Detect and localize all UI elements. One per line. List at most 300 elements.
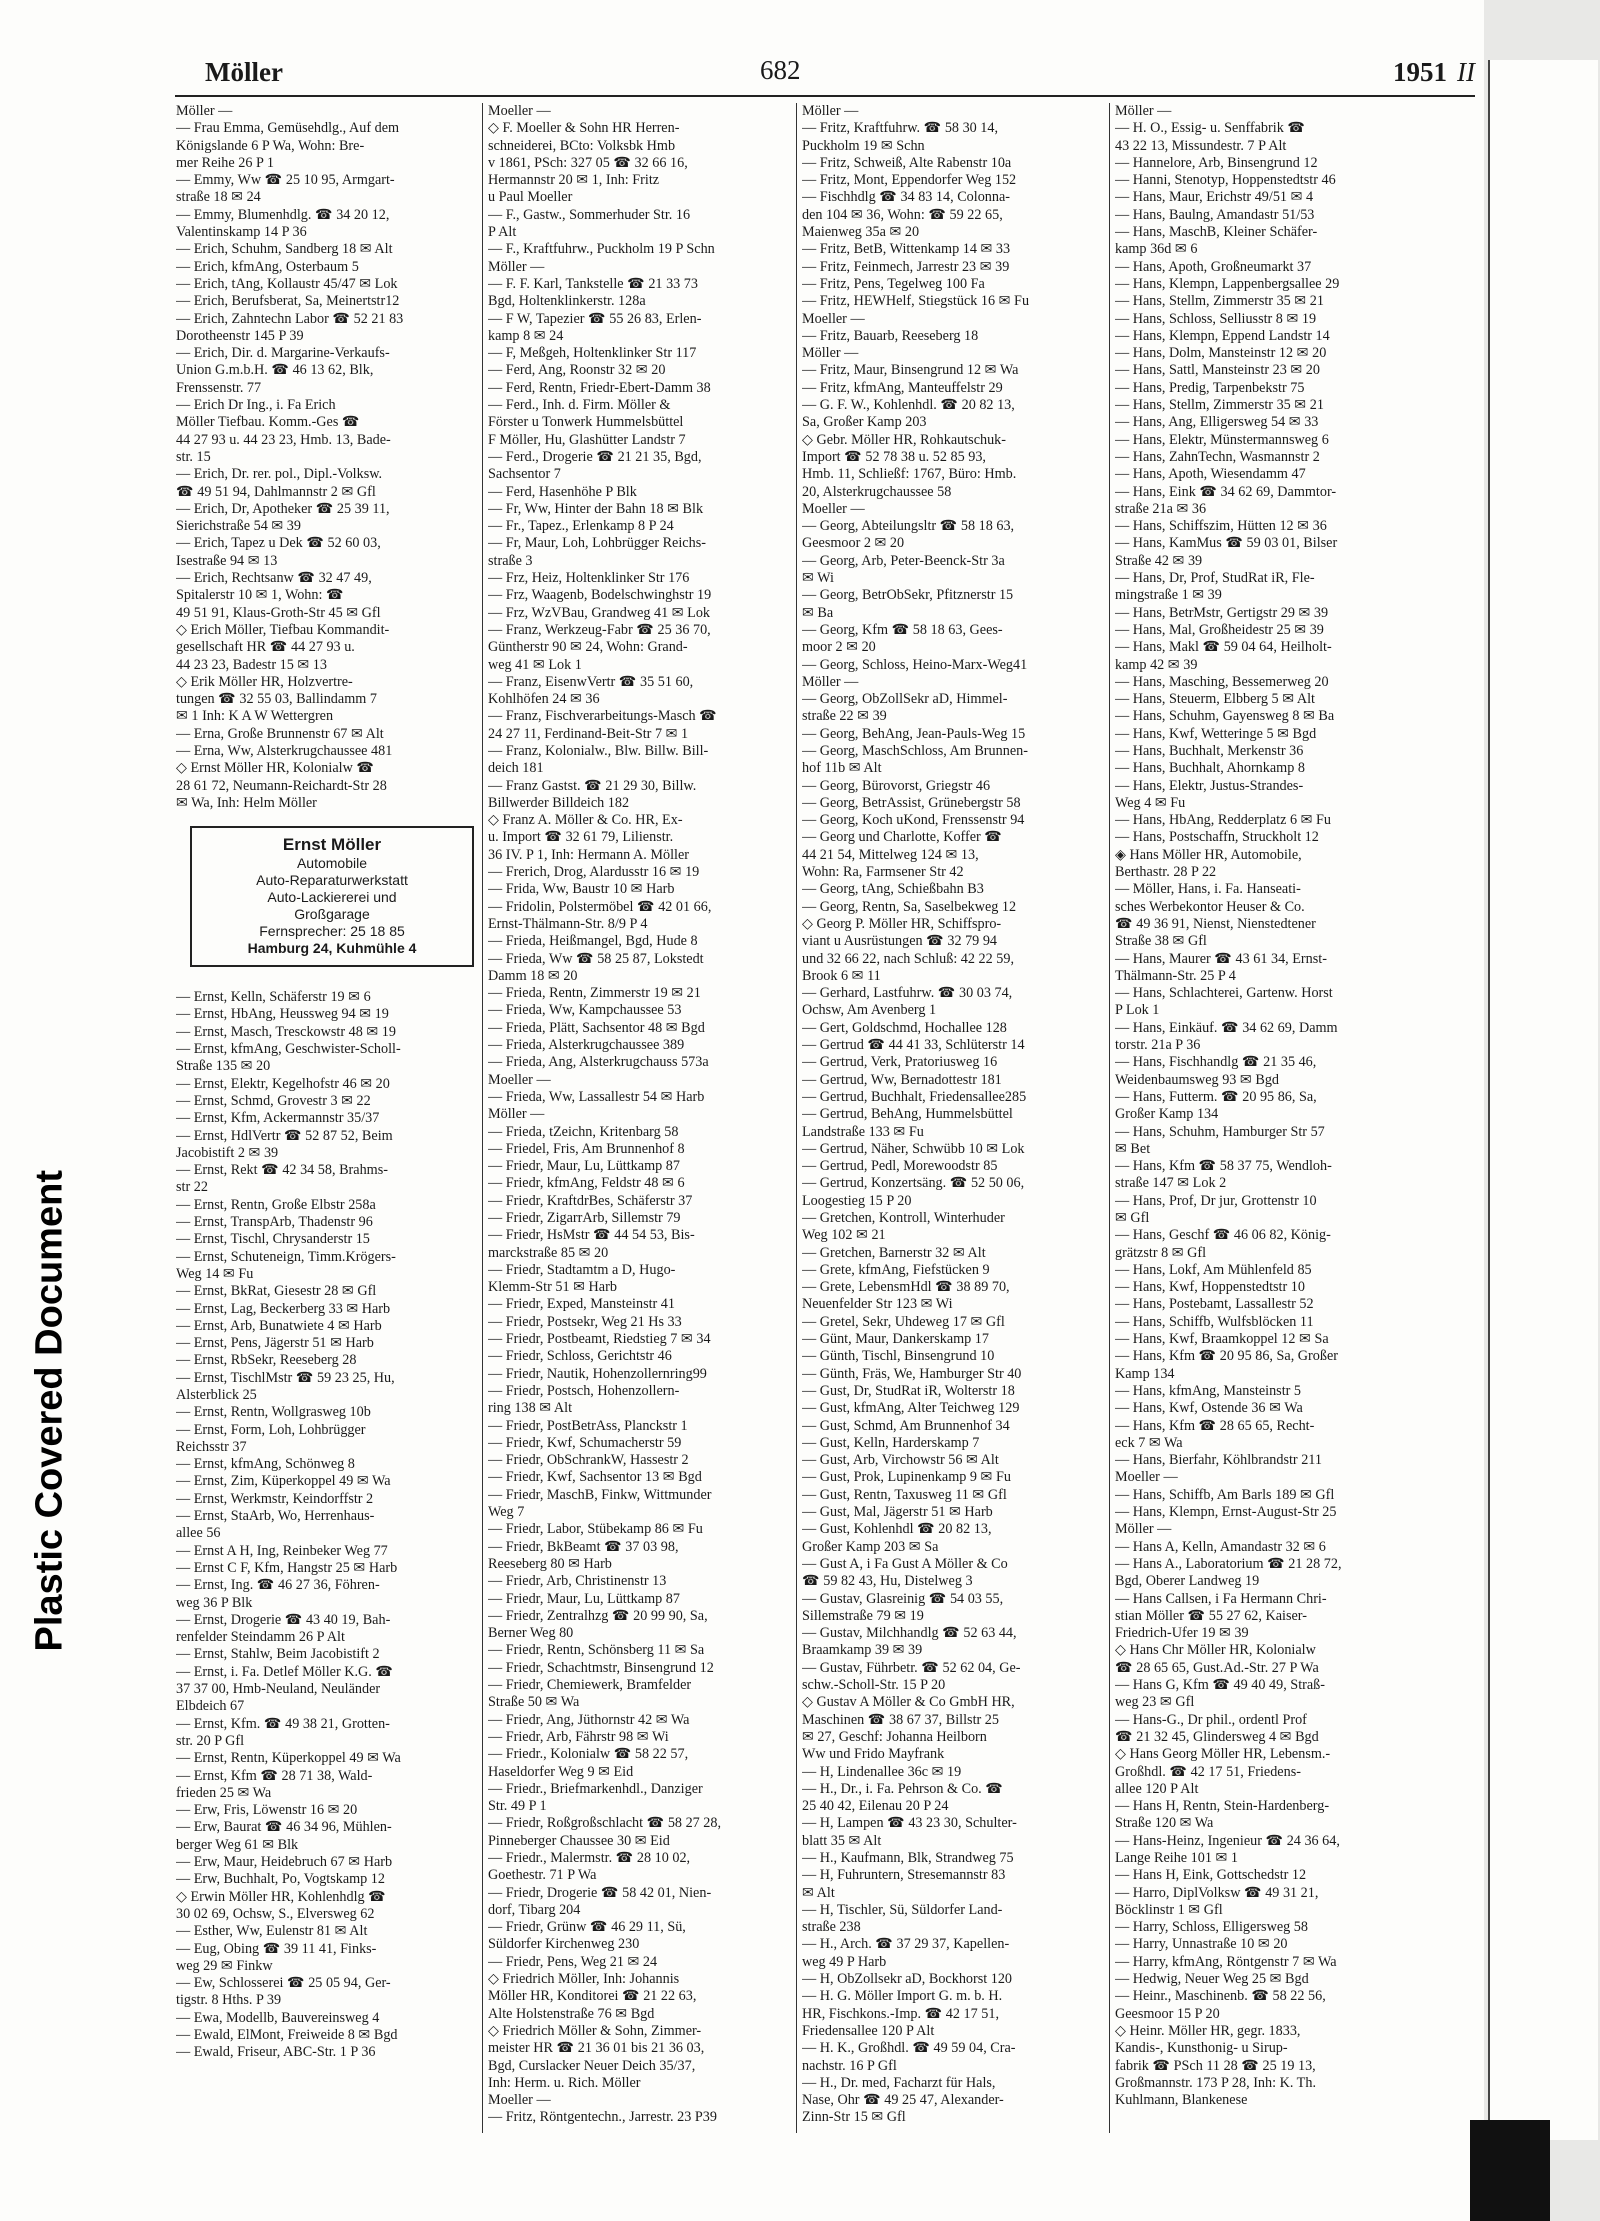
directory-entry-line: Reichsstr 37 — [176, 1438, 247, 1455]
directory-entry-line: — Friedr, kfmAng, Feldstr 48 ✉ 6 — [488, 1175, 685, 1192]
directory-entry-line: Pinneberger Chaussee 30 ✉ Eid — [488, 1832, 670, 1849]
directory-entry-line: — Ferd., Drogerie ☎ 21 21 35, Bgd, — [488, 448, 702, 465]
directory-entry-line: — Hans, Mal, Großheidestr 25 ✉ 39 — [1115, 621, 1324, 638]
directory-entry-line: — Georg, MaschSchloss, Am Brunnen- — [802, 742, 1028, 759]
directory-entry-line: — Hans, Elektr, Münstermannsweg 6 — [1115, 431, 1329, 448]
directory-entry-line: — Eug, Obing ☎ 39 11 41, Finks- — [176, 1940, 377, 1957]
directory-entry-line: — Erna, Ww, Alsterkrugchaussee 481 — [176, 742, 393, 759]
directory-entry-line: — Ernst, i. Fa. Detlef Möller K.G. ☎ — [176, 1663, 394, 1680]
directory-entry-line: Wohn: Ra, Farmsener Str 42 — [802, 864, 964, 881]
directory-entry-line: — Harro, DiplVolksw ☎ 49 31 21, — [1115, 1884, 1319, 1901]
directory-entry-line: ◇ Gustav A Möller & Co GmbH HR, — [802, 1694, 1015, 1711]
directory-entry-line: — Ernst, Masch, Tresckowstr 48 ✉ 19 — [176, 1023, 396, 1040]
directory-entry-line: Inh: Herm. u. Rich. Möller — [488, 2074, 641, 2091]
directory-entry-line: Sierichstraße 54 ✉ 39 — [176, 518, 301, 535]
directory-entry-line: ◇ Erich Möller, Tiefbau Kommandit- — [176, 621, 390, 638]
directory-entry-line: mer Reihe 26 P 1 — [176, 154, 274, 171]
directory-entry-line: — Gustav, Milchhandlg ☎ 52 63 44, — [802, 1625, 1017, 1642]
directory-entry-line: — Friedr, Kwf, Schumacherstr 59 — [488, 1434, 682, 1451]
directory-entry-line: ◇ Heinr. Möller HR, gegr. 1833, — [1115, 2022, 1301, 2039]
directory-entry-line: — Ernst C F, Kfm, Hangstr 25 ✉ Harb — [176, 1559, 398, 1576]
directory-entry-line: Böcklinstr 1 ✉ Gfl — [1115, 1901, 1223, 1918]
directory-entry-line: tungen ☎ 32 55 03, Ballindamm 7 — [176, 691, 377, 708]
directory-entry-line: — H. K., Großhdl. ☎ 49 59 04, Cra- — [802, 2040, 1016, 2057]
directory-entry-line: — Friedr., Briefmarkenhdl., Danziger — [488, 1780, 703, 1797]
adjacent-page-edge — [1484, 0, 1600, 2221]
directory-entry-line: — Ernst, TischlMstr ☎ 59 23 25, Hu, — [176, 1369, 395, 1386]
directory-entry-line: meister HR ☎ 21 36 01 bis 21 36 03, — [488, 2040, 705, 2057]
directory-entry-line: — Hans, Kfm ☎ 20 95 86, Sa, Großer — [1115, 1348, 1338, 1365]
directory-entry-line: Güntherstr 90 ✉ 24, Wohn: Grand- — [488, 639, 688, 656]
directory-entry-line: — Hans, Klempn, Eppend Landstr 14 — [1115, 327, 1330, 344]
directory-entry-line: — Gust, Prok, Lupinenkamp 9 ✉ Fu — [802, 1469, 1011, 1486]
directory-entry-line: — Ernst, Werkmstr, Keindorffstr 2 — [176, 1490, 374, 1507]
directory-entry-line: ◇ Ernst Möller HR, Kolonialw ☎ — [176, 760, 375, 777]
directory-entry-line: — Friedr, Postbeamt, Riedstieg 7 ✉ 34 — [488, 1331, 711, 1348]
directory-entry-line: 37 37 00, Hmb-Neuland, Neuländer — [176, 1681, 381, 1698]
directory-entry-line: u. Import ☎ 32 61 79, Lilienstr. — [488, 829, 674, 846]
directory-entry-line: — Hans, Futterm. ☎ 20 95 86, Sa, — [1115, 1088, 1317, 1105]
directory-entry-line: — Ernst, HdlVertr ☎ 52 87 52, Beim — [176, 1127, 393, 1144]
directory-entry-line: — Franz Gastst. ☎ 21 29 30, Billw. — [488, 777, 697, 794]
directory-entry-line: ◈ Hans Möller HR, Automobile, — [1115, 846, 1302, 863]
directory-entry-line: — Friedr, Kwf, Sachsentor 13 ✉ Bgd — [488, 1469, 702, 1486]
directory-entry-line: — Frz, Waagenb, Bodelschwinghstr 19 — [488, 587, 712, 604]
directory-entry-line: kamp 8 ✉ 24 — [488, 327, 564, 344]
directory-entry-line: — Hans, Bierfahr, Köhlbrandstr 211 — [1115, 1452, 1322, 1469]
directory-entry-line: Neuenfelder Str 123 ✉ Wi — [802, 1296, 953, 1313]
directory-entry-line: — Georg, Schloss, Heino-Marx-Weg41 — [802, 656, 1028, 673]
directory-entry-line: Großhdl. ☎ 42 17 51, Friedens- — [1115, 1763, 1301, 1780]
directory-entry-line: Möller — — [1115, 1521, 1172, 1538]
directory-entry-line: Goethestr. 71 P Wa — [488, 1867, 597, 1884]
directory-entry-line: 43 22 13, Missundestr. 7 P Alt — [1115, 137, 1287, 154]
directory-entry-line: — Ernst, Kelln, Schäferstr 19 ✉ 6 — [176, 989, 371, 1006]
directory-entry-line: — Friedr, Exped, Mansteinstr 41 — [488, 1296, 675, 1313]
directory-entry-line: — Georg, BehAng, Jean-Pauls-Weg 15 — [802, 725, 1026, 742]
directory-entry-line: Kohlhöfen 24 ✉ 36 — [488, 691, 600, 708]
directory-entry-line: — Gert, Goldschmd, Hochallee 128 — [802, 1019, 1007, 1036]
directory-entry-line: — Ernst, Form, Loh, Lohbrügger — [176, 1421, 366, 1438]
directory-entry-line: — Hans, kfmAng, Mansteinstr 5 — [1115, 1382, 1301, 1399]
directory-entry-line: — Frieda, Plätt, Sachsentor 48 ✉ Bgd — [488, 1019, 705, 1036]
directory-entry-line: Bgd, Holtenklinkerstr. 128a — [488, 293, 646, 310]
directory-entry-line: — Ewald, Friseur, ABC-Str. 1 P 36 — [176, 2044, 376, 2061]
directory-entry-line: — Ernst, StaArb, Wo, Herrenhaus- — [176, 1508, 375, 1525]
directory-entry-line: deich 181 — [488, 760, 544, 777]
directory-entry-line: — Friedr, Schachtmstr, Binsengrund 12 — [488, 1659, 714, 1676]
directory-entry-line: — Hans, KamMus ☎ 59 03 01, Bilser — [1115, 535, 1338, 552]
directory-entry-line: — Ernst, Ing. ☎ 46 27 36, Föhren- — [176, 1577, 380, 1594]
directory-entry-line: — Ferd, Rentn, Friedr-Ebert-Damm 38 — [488, 379, 711, 396]
directory-entry-line: Loogestieg 15 P 20 — [802, 1192, 912, 1209]
directory-entry-line: — Fridolin, Polstermöbel ☎ 42 01 66, — [488, 898, 712, 915]
directory-entry-line: — Günth, Fräs, We, Hamburger Str 40 — [802, 1365, 1022, 1382]
directory-entry-line: Förster u Tonwerk Hummelsbüttel — [488, 414, 684, 431]
directory-entry-line: Großer Kamp 134 — [1115, 1106, 1219, 1123]
directory-entry-line: Straße 50 ✉ Wa — [488, 1694, 580, 1711]
directory-entry-line: straße 22 ✉ 39 — [802, 708, 887, 725]
directory-entry-line: — Ernst, Kfm. ☎ 49 38 21, Grotten- — [176, 1715, 390, 1732]
directory-entry-line: — Frida, Ww, Baustr 10 ✉ Harb — [488, 881, 675, 898]
directory-entry-line: — Friedr, Nautik, Hohenzollernring99 — [488, 1365, 707, 1382]
directory-entry-line: — Gust, kfmAng, Alter Teichweg 129 — [802, 1400, 1020, 1417]
directory-entry-line: Lange Reihe 101 ✉ 1 — [1115, 1849, 1238, 1866]
directory-entry-line: — Georg, Bürovorst, Griegstr 46 — [802, 777, 991, 794]
directory-entry-line: — Frieda, Ww, Kampchaussee 53 — [488, 1002, 682, 1019]
directory-entry-line: Brook 6 ✉ 11 — [802, 967, 881, 984]
directory-entry-line: — Ernst A H, Ing, Reinbeker Weg 77 — [176, 1542, 388, 1559]
directory-entry-line: F Möller, Hu, Glashütter Landstr 7 — [488, 431, 686, 448]
directory-entry-line: — Frieda, Ww ☎ 58 25 87, Lokstedt — [488, 950, 704, 967]
directory-entry-line: Reeseberg 80 ✉ Harb — [488, 1555, 612, 1572]
part-label: II — [1457, 57, 1475, 87]
directory-entry-line: — Fritz, Pens, Tegelweg 100 Fa — [802, 275, 985, 292]
directory-entry-line: straße 3 — [488, 552, 533, 569]
directory-entry-line: weg 29 ✉ Finkw — [176, 1957, 273, 1974]
directory-entry-line: — Erich, tAng, Kollaustr 45/47 ✉ Lok — [176, 275, 398, 292]
directory-entry-line: — Friedr, Arb, Christinenstr 13 — [488, 1573, 667, 1590]
directory-entry-line: — Hans, Dolm, Mansteinstr 12 ✉ 20 — [1115, 345, 1327, 362]
directory-entry-line: — Ferd., Inh. d. Firm. Möller & — [488, 397, 671, 414]
directory-entry-line: — Friedel, Fris, Am Brunnenhof 8 — [488, 1140, 685, 1157]
directory-entry-line: — Fritz, Kraftfuhrw. ☎ 58 30 14, — [802, 120, 999, 137]
directory-entry-line: — Ewa, Modellb, Bauvereinsweg 4 — [176, 2009, 380, 2026]
directory-entry-line: Königslande 6 P Wa, Wohn: Bre- — [176, 137, 365, 154]
directory-entry-line: — Ernst, Rentn, Wollgrasweg 10b — [176, 1404, 371, 1421]
directory-entry-line: 30 02 69, Ochsw, S., Elversweg 62 — [176, 1905, 375, 1922]
directory-entry-line: — Hans H, Rentn, Stein-Hardenberg- — [1115, 1798, 1330, 1815]
directory-entry-line: — Hans A, Kelln, Amandastr 32 ✉ 6 — [1115, 1538, 1326, 1555]
directory-entry-line: — Franz, Werkzeug-Fabr ☎ 25 36 70, — [488, 621, 711, 638]
stamp-text: Plastic Covered Document — [28, 1170, 71, 1652]
directory-entry-line: — Fritz, Schweiß, Alte Rabenstr 10a — [802, 154, 1012, 171]
directory-entry-line: — Friedr, KraftdrBes, Schäferstr 37 — [488, 1192, 693, 1209]
directory-entry-line: — Gretel, Sekr, Uhdeweg 17 ✉ Gfl — [802, 1313, 1005, 1330]
directory-entry-line: — Hans, Kfm ☎ 28 65 65, Recht- — [1115, 1417, 1315, 1434]
directory-entry-line: 24 27 11, Ferdinand-Beit-Str 7 ✉ 1 — [488, 725, 689, 742]
ad-line: Großgarage — [294, 906, 370, 923]
directory-entry-line: Isestraße 94 ✉ 13 — [176, 552, 278, 569]
directory-entry-line: — Gertrud ☎ 44 41 33, Schlüterstr 14 — [802, 1037, 1025, 1054]
directory-entry-line: ☎ 28 65 65, Gust.Ad.-Str. 27 P Wa — [1115, 1659, 1319, 1676]
ad-address: Hamburg 24, Kuhmühle 4 — [247, 940, 417, 957]
directory-entry-line: eck 7 ✉ Wa — [1115, 1434, 1183, 1451]
directory-entry-line: — Franz, Kolonialw., Blw. Billw. Bill- — [488, 742, 709, 759]
directory-entry-line: ✉ Gfl — [1115, 1210, 1150, 1226]
directory-entry-line: — Gust, Dr, StudRat iR, Wolterstr 18 — [802, 1382, 1015, 1399]
directory-entry-line: — Hans, Kwf, Hoppenstedtstr 10 — [1115, 1279, 1305, 1296]
directory-entry-line: — Erich, Tapez u Dek ☎ 52 60 03, — [176, 535, 381, 552]
directory-entry-line: — Ernst, Stahlw, Beim Jacobistift 2 — [176, 1646, 380, 1663]
directory-entry-line: — F., Kraftfuhrw., Puckholm 19 P Schn — [488, 241, 715, 258]
directory-entry-line: weg 41 ✉ Lok 1 — [488, 656, 582, 673]
directory-entry-line: — Hans-Heinz, Ingenieur ☎ 24 36 64, — [1115, 1832, 1340, 1849]
directory-entry-line: ◇ Friedrich Möller, Inh: Johannis — [488, 1971, 680, 1988]
directory-entry-line: — Fritz, Röntgentechn., Jarrestr. 23 P39 — [488, 2109, 717, 2126]
directory-entry-line: — Hans, Maur, Erichstr 49/51 ✉ 4 — [1115, 189, 1314, 206]
directory-entry-line: Kandis-, Kunsthonig- u Sirup- — [1115, 2040, 1288, 2057]
directory-entry-line: Puckholm 19 ✉ Schn — [802, 137, 925, 154]
directory-entry-line: — Erich, kfmAng, Osterbaum 5 — [176, 258, 359, 275]
directory-entry-line: stian Möller ☎ 55 27 62, Kaiser- — [1115, 1607, 1307, 1624]
directory-entry-line: — Georg, BetrObSekr, Pfitznerstr 15 — [802, 587, 1014, 604]
directory-entry-line: P Alt — [488, 224, 517, 241]
directory-entry-line: — Emmy, Ww ☎ 25 10 95, Armgart- — [176, 172, 395, 189]
directory-entry-line: — Frieda, Rentn, Zimmerstr 19 ✉ 21 — [488, 985, 701, 1002]
column-2 — [488, 103, 788, 2127]
directory-entry-line: ✉ 1 Inh: K A W Wettergren — [176, 708, 334, 725]
directory-entry-line: — Gust, Mal, Jägerstr 51 ✉ Harb — [802, 1504, 993, 1521]
directory-entry-line: ◇ Erik Möller HR, Holzvertre- — [176, 673, 353, 690]
directory-entry-line: — Hans, Lokf, Am Mühlenfeld 85 — [1115, 1261, 1312, 1278]
directory-entry-line: den 104 ✉ 36, Wohn: ☎ 59 22 65, — [802, 206, 1003, 223]
directory-entry-line: — H., Dr., i. Fa. Pehrson & Co. ☎ — [802, 1780, 1003, 1797]
advertisement-box — [190, 826, 474, 967]
directory-entry-line: mingstraße 1 ✉ 39 — [1115, 587, 1222, 604]
directory-entry-line: — F, Meßgeh, Holtenklinker Str 117 — [488, 345, 697, 362]
directory-entry-line: schneiderei, BCto: Volksbk Hmb — [488, 137, 676, 154]
directory-entry-line: — H, Lampen ☎ 43 23 30, Schulter- — [802, 1815, 1017, 1832]
directory-entry-line: — Hans, Prof, Dr jur, Grottenstr 10 — [1115, 1192, 1317, 1209]
directory-entry-line: — Fr, Maur, Loh, Lohbrügger Reichs- — [488, 535, 706, 552]
directory-entry-line: — Gust A, i Fa Gust A Möller & Co — [802, 1555, 1008, 1572]
column-4 — [1115, 103, 1415, 2109]
directory-entry-line: — Ew, Schlosserei ☎ 25 05 94, Ger- — [176, 1975, 391, 1992]
directory-entry-line: — Hans, Schiffszim, Hütten 12 ✉ 36 — [1115, 518, 1327, 535]
directory-entry-line: — Gust, Arb, Virchowstr 56 ✉ Alt — [802, 1452, 999, 1469]
directory-entry-line: — Friedr, BkBeamt ☎ 37 03 98, — [488, 1538, 679, 1555]
directory-entry-line: straße 21a ✉ 36 — [1115, 500, 1207, 517]
directory-entry-line: — Gust, Rentn, Taxusweg 11 ✉ Gfl — [802, 1486, 1007, 1503]
directory-entry-line: — Erw, Fris, Löwenstr 16 ✉ 20 — [176, 1802, 358, 1819]
directory-entry-line: — Georg, BetrAssist, Grünebergstr 58 — [802, 794, 1021, 811]
directory-entry-line: Zinn-Str 15 ✉ Gfl — [802, 2109, 906, 2126]
directory-entry-line: Union G.m.b.H. ☎ 46 13 62, Blk, — [176, 362, 374, 379]
directory-entry-line: 36 IV. P 1, Inh: Hermann A. Möller — [488, 846, 689, 863]
directory-entry-line: Möller HR, Konditorei ☎ 21 22 63, — [488, 1988, 697, 2005]
directory-entry-line: ◇ Friedrich Möller & Sohn, Zimmer- — [488, 2022, 702, 2039]
directory-entry-line: — Friedr, Schloss, Gerichtstr 46 — [488, 1348, 672, 1365]
directory-entry-line: — Gertrud, BehAng, Hummelsbüttel — [802, 1106, 1013, 1123]
directory-entry-line: — Hans, Masching, Bessemerweg 20 — [1115, 673, 1329, 690]
directory-entry-line: u Paul Moeller — [488, 189, 573, 206]
directory-entry-line: — H. G. Möller Import G. m. b. H. — [802, 1988, 1003, 2005]
directory-entry-line: ◇ Hans Chr Möller HR, Kolonialw — [1115, 1642, 1316, 1659]
directory-entry-line: fabrik ☎ PSch 11 28 ☎ 25 19 13, — [1115, 2057, 1316, 2074]
directory-entry-line: — Ernst, Arb, Bunatwiete 4 ✉ Harb — [176, 1317, 382, 1334]
directory-entry-line: — H., Dr. med, Facharzt für Hals, — [802, 2074, 996, 2091]
directory-entry-line: Kamp 134 — [1115, 1365, 1175, 1382]
directory-entry-line: P Lok 1 — [1115, 1002, 1160, 1019]
directory-entry-line: 20, Alsterkrugchaussee 58 — [802, 483, 952, 500]
directory-entry-line: Frenssenstr. 77 — [176, 379, 262, 396]
directory-entry-line: Ernst-Thälmann-Str. 8/9 P 4 — [488, 915, 648, 932]
directory-entry-line: — Hans, Elektr, Justus-Strandes- — [1115, 777, 1304, 794]
directory-entry-line: Straße 38 ✉ Gfl — [1115, 933, 1207, 950]
directory-entry-line: — Gustav, Glasreinig ☎ 54 03 55, — [802, 1590, 1004, 1607]
directory-entry-line: blatt 35 ✉ Alt — [802, 1832, 882, 1849]
directory-entry-line: Möller — — [802, 103, 859, 119]
directory-entry-line: ☎ 59 82 43, Hu, Distelweg 3 — [802, 1573, 973, 1590]
directory-entry-line: moor 2 ✉ 20 — [802, 639, 876, 656]
directory-entry-line: — Hans, Buchhalt, Merkenstr 36 — [1115, 742, 1304, 759]
directory-entry-line: straße 147 ✉ Lok 2 — [1115, 1175, 1227, 1192]
directory-entry-line: — Friedr., Kolonialw ☎ 58 22 57, — [488, 1746, 689, 1763]
directory-entry-line: — Frerich, Drog, Alardusstr 16 ✉ 19 — [488, 864, 700, 881]
directory-entry-line: — Günt, Maur, Dankerskamp 17 — [802, 1331, 989, 1348]
directory-entry-line: — Hans, Klempn, Lappenbergsallee 29 — [1115, 275, 1340, 292]
column-3 — [802, 103, 1102, 2127]
directory-entry-line: — Friedr, Grünw ☎ 46 29 11, Sü, — [488, 1919, 686, 1936]
directory-entry-line: Friedrich-Ufer 19 ✉ 39 — [1115, 1625, 1249, 1642]
directory-entry-line: — Gertrud, Buchhalt, Friedensallee285 — [802, 1088, 1027, 1105]
directory-entry-line: — Ernst, BkRat, Giesestr 28 ✉ Gfl — [176, 1283, 377, 1300]
directory-entry-line: Valentinskamp 14 P 36 — [176, 224, 307, 241]
directory-entry-line: — Hans, MaschB, Kleiner Schäfer- — [1115, 224, 1318, 241]
directory-entry-line: — H., Kaufmann, Blk, Strandweg 75 — [802, 1849, 1014, 1866]
directory-entry-line: 44 23 23, Badestr 15 ✉ 13 — [176, 656, 327, 673]
column-divider — [1109, 103, 1110, 2133]
directory-entry-line: — Erich Dr Ing., i. Fa Erich — [176, 397, 336, 414]
directory-entry-line: Moeller — — [488, 1071, 551, 1088]
directory-entry-line: ☎ 21 32 45, Glindersweg 4 ✉ Bgd — [1115, 1728, 1319, 1745]
directory-entry-line: — Hans, Eink ☎ 34 62 69, Dammtor- — [1115, 483, 1337, 500]
directory-entry-line: Straße 120 ✉ Wa — [1115, 1815, 1214, 1832]
directory-entry-line: Dorotheenstr 145 P 39 — [176, 327, 304, 344]
directory-entry-line: Maschinen ☎ 38 67 37, Billstr 25 — [802, 1711, 999, 1728]
directory-page — [160, 55, 1485, 2135]
directory-entry-line: — Gust, Kelln, Harderskamp 7 — [802, 1434, 980, 1451]
column-1 — [176, 103, 476, 2062]
directory-entry-line: — F., Gastw., Sommerhuder Str. 16 — [488, 206, 691, 223]
directory-entry-line: — Georg, Arb, Peter-Beenck-Str 3a — [802, 552, 1005, 569]
directory-entry-line: — Friedr, Stadtamtm a D, Hugo- — [488, 1261, 676, 1278]
directory-entry-line: — Hannelore, Arb, Binsengrund 12 — [1115, 154, 1318, 171]
directory-entry-line: — Hans, Maurer ☎ 43 61 34, Ernst- — [1115, 950, 1327, 967]
directory-entry-line: — Erich, Berufsberat, Sa, Meinertstr12 — [176, 293, 400, 310]
directory-entry-line: ☎ 49 36 91, Nienst, Nienstedtener — [1115, 915, 1316, 932]
directory-entry-line: Hmb. 11, Schließf: 1767, Büro: Hmb. — [802, 466, 1017, 483]
ad-phone: Fernsprecher: 25 18 85 — [259, 923, 405, 940]
directory-entry-line: Ww und Frido Mayfrank — [802, 1746, 945, 1763]
directory-entry-line: — Hans, Stellm, Zimmerstr 35 ✉ 21 — [1115, 293, 1324, 310]
directory-entry-line: — Franz, Fischverarbeitungs-Masch ☎ — [488, 708, 717, 725]
directory-entry-line: — Hans, Schiffb, Wulfsblöcken 11 — [1115, 1313, 1314, 1330]
directory-entry-line: — Erich, Dr. rer. pol., Dipl.-Volksw. — [176, 466, 383, 483]
directory-entry-line: — Hans, Apoth, Großneumarkt 37 — [1115, 258, 1312, 275]
directory-entry-line: — Ernst, Zim, Küperkoppel 49 ✉ Wa — [176, 1473, 391, 1490]
directory-entry-line: Friedensallee 120 P Alt — [802, 2022, 935, 2039]
scan-marker — [1470, 2120, 1550, 2221]
directory-entry-line: ◇ Gebr. Möller HR, Rohkautschuk- — [802, 431, 1006, 448]
directory-entry-line: — Friedr, Rentn, Schönsberg 11 ✉ Sa — [488, 1642, 705, 1659]
directory-entry-line: — Friedr, Zentralhzg ☎ 20 99 90, Sa, — [488, 1607, 708, 1624]
directory-entry-line: 44 21 54, Mittelweg 124 ✉ 13, — [802, 846, 979, 863]
directory-entry-line: — Emmy, Blumenhdlg. ☎ 34 20 12, — [176, 206, 390, 223]
ad-company-name: Ernst Möller — [282, 835, 382, 855]
directory-entry-line: — Ernst, Rentn, Küperkoppel 49 ✉ Wa — [176, 1750, 401, 1767]
directory-entry-line: — Friedr, Postsekr, Weg 21 Hs 33 — [488, 1313, 682, 1330]
directory-entry-line: Ochsw, Am Avenberg 1 — [802, 1002, 937, 1019]
directory-entry-line: Haseldorfer Weg 9 ✉ Eid — [488, 1763, 634, 1780]
directory-entry-line: — Günth, Tischl, Binsengrund 10 — [802, 1348, 995, 1365]
directory-entry-line: — Hans, Kwf, Ostende 36 ✉ Wa — [1115, 1400, 1303, 1417]
directory-entry-line: — Harry, Schloss, Elligersweg 58 — [1115, 1919, 1308, 1936]
directory-entry-line: weg 36 P Blk — [176, 1594, 253, 1611]
directory-entry-line: — Friedr, ZigarrArb, Sillemstr 79 — [488, 1210, 681, 1226]
directory-entry-line: — Erich, Schuhm, Sandberg 18 ✉ Alt — [176, 241, 393, 258]
ad-line: Automobile — [296, 855, 368, 872]
directory-entry-line: Billwerder Billdeich 182 — [488, 794, 630, 811]
directory-entry-line: — Friedr., Malermstr. ☎ 28 10 02, — [488, 1849, 691, 1866]
adjacent-page-strip — [1488, 60, 1598, 2140]
directory-entry-line: — Heinr., Maschinenb. ☎ 58 22 56, — [1115, 1988, 1326, 2005]
directory-entry-line: — Friedr, Ang, Jüthornstr 42 ✉ Wa — [488, 1711, 690, 1728]
directory-entry-line: — Hans-G., Dr phil., ordentl Prof — [1115, 1711, 1307, 1728]
directory-entry-line: — Ernst, Tischl, Chrysanderstr 15 — [176, 1231, 370, 1248]
directory-entry-line: — Harry, Unnastraße 10 ✉ 20 — [1115, 1936, 1288, 1953]
directory-entry-line: — Hans, Makl ☎ 59 04 64, Heilholt- — [1115, 639, 1332, 656]
directory-entry-line: — Hanni, Stenotyp, Hoppenstedtstr 46 — [1115, 172, 1336, 189]
directory-entry-line: — H. O., Essig- u. Senffabrik ☎ — [1115, 120, 1306, 137]
directory-entry-line: — H, Fuhruntern, Stresemannstr 83 — [802, 1867, 1006, 1884]
directory-entry-line: — Ernst, kfmAng, Geschwister-Scholl- — [176, 1041, 401, 1058]
directory-entry-line: — Hans, ZahnTechn, Wasmannstr 2 — [1115, 448, 1320, 465]
directory-entry-line: — Ernst, RbSekr, Reeseberg 28 — [176, 1352, 357, 1369]
directory-entry-line: — Hans, BetrMstr, Gertigstr 29 ✉ 39 — [1115, 604, 1329, 621]
directory-entry-line: — Friedr, Chemiewerk, Bramfelder — [488, 1677, 692, 1694]
directory-entry-line: — Fr., Tapez., Erlenkamp 8 P 24 — [488, 518, 674, 535]
directory-entry-line: — Frau Emma, Gemüsehdlg., Auf dem — [176, 120, 400, 137]
directory-entry-line: Möller — — [488, 1106, 545, 1123]
directory-entry-line: str. 20 P Gfl — [176, 1732, 245, 1749]
directory-entry-line: — Friedr, ObSchrankW, Hassestr 2 — [488, 1452, 689, 1469]
directory-entry-line: Straße 42 ✉ 39 — [1115, 552, 1203, 569]
directory-entry-line: — Ernst, Elektr, Kegelhofstr 46 ✉ 20 — [176, 1075, 390, 1092]
directory-entry-line: — Fritz, BetB, Wittenkamp 14 ✉ 33 — [802, 241, 1011, 258]
directory-entry-line: — Georg, Kfm ☎ 58 18 63, Gees- — [802, 621, 1003, 638]
directory-entry-line: — Ernst, Rekt ☎ 42 34 58, Brahms- — [176, 1162, 388, 1179]
directory-entry-line: 49 51 91, Klaus-Groth-Str 45 ✉ Gfl — [176, 604, 381, 621]
directory-entry-line: — Gretchen, Barnerstr 32 ✉ Alt — [802, 1244, 986, 1261]
directory-entry-line: — Ernst, Kfm, Ackermannstr 35/37 — [176, 1110, 380, 1127]
directory-entry-line: — Fritz, Bauarb, Reeseberg 18 — [802, 327, 979, 344]
directory-entry-line: — Hans, Einkäuf. ☎ 34 62 69, Damm — [1115, 1019, 1338, 1036]
directory-entry-line: Alsterblick 25 — [176, 1387, 257, 1403]
directory-entry-line: — Hans, Fischhandlg ☎ 21 35 46, — [1115, 1054, 1317, 1071]
directory-entry-line: — Hans, Apoth, Wiesendamm 47 — [1115, 466, 1306, 483]
directory-entry-line: — Hans, Sattl, Mansteinstr 23 ✉ 20 — [1115, 362, 1320, 379]
directory-entry-line: — Ernst, Rentn, Große Elbstr 258a — [176, 1196, 376, 1213]
directory-entry-line: Möller — — [802, 673, 859, 690]
directory-entry-line: Moeller — — [1115, 1469, 1178, 1486]
directory-entry-line: HR, Fischkons.-Imp. ☎ 42 17 51, — [802, 2005, 999, 2022]
column-divider — [482, 103, 483, 2133]
ad-line: Auto-Reparaturwerkstatt — [256, 872, 408, 889]
directory-entry-line: Elbdeich 67 — [176, 1698, 245, 1715]
directory-entry-line: Süldorfer Kirchenweg 230 — [488, 1936, 640, 1953]
directory-entry-line: kamp 42 ✉ 39 — [1115, 656, 1198, 673]
directory-entry-line: — Hans, Predig, Tarpenbekstr 75 — [1115, 379, 1305, 396]
directory-entry-line: gesellschaft HR ☎ 44 27 93 u. — [176, 639, 355, 656]
directory-entry-line: — Friedr, PostBetrAss, Planckstr 1 — [488, 1417, 688, 1434]
directory-entry-line: — Ernst, TranspArb, Thadenstr 96 — [176, 1214, 373, 1231]
directory-entry-line: — Harry, kfmAng, Röntgenstr 7 ✉ Wa — [1115, 1953, 1337, 1970]
directory-entry-line: allee 56 — [176, 1525, 221, 1542]
directory-entry-line: Geesmoor 2 ✉ 20 — [802, 535, 905, 552]
directory-entry-line: ✉ Ba — [802, 604, 834, 621]
